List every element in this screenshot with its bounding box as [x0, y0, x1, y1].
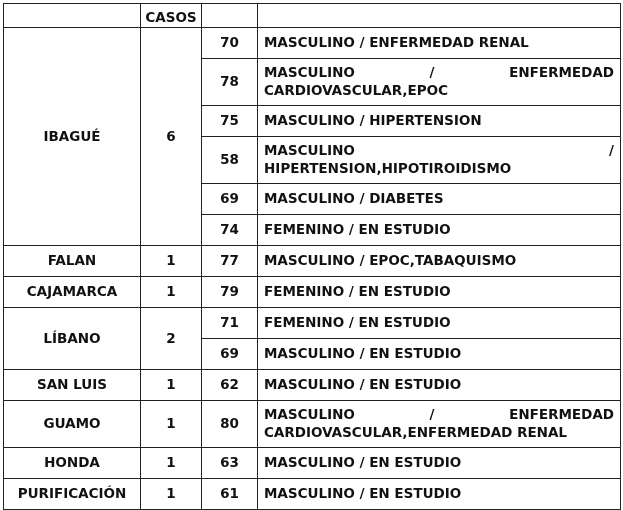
- description-cell: MASCULINO / EPOC,TABAQUISMO: [258, 246, 621, 277]
- description-cell: MASCULINO / HIPERTENSION: [258, 106, 621, 137]
- description-cell: MASCULINO / EN ESTUDIO: [258, 339, 621, 370]
- header-desc: [258, 4, 621, 28]
- age-cell: 69: [202, 184, 258, 215]
- city-cell: FALAN: [4, 246, 141, 277]
- description-cell: FEMENINO / EN ESTUDIO: [258, 215, 621, 246]
- age-cell: 80: [202, 401, 258, 448]
- age-cell: 58: [202, 137, 258, 184]
- city-cell: IBAGUÉ: [4, 28, 141, 246]
- city-cell: CAJAMARCA: [4, 277, 141, 308]
- city-cell: LÍBANO: [4, 308, 141, 370]
- description-cell: FEMENINO / EN ESTUDIO: [258, 308, 621, 339]
- cases-cell: 1: [141, 246, 202, 277]
- cases-cell: 1: [141, 370, 202, 401]
- description-cell: MASCULINO / ENFERMEDAD RENAL: [258, 28, 621, 59]
- cases-cell: 2: [141, 308, 202, 370]
- description-cell: MASCULINO / HIPERTENSION,HIPOTIROIDISMO: [258, 137, 621, 184]
- cases-cell: 6: [141, 28, 202, 246]
- age-cell: 69: [202, 339, 258, 370]
- city-cell: HONDA: [4, 448, 141, 479]
- description-cell: MASCULINO / EN ESTUDIO: [258, 479, 621, 510]
- description-cell: MASCULINO / EN ESTUDIO: [258, 370, 621, 401]
- age-cell: 61: [202, 479, 258, 510]
- age-cell: 79: [202, 277, 258, 308]
- table-row: [4, 448, 621, 479]
- table-row: [4, 246, 621, 277]
- header-cases: CASOS: [141, 4, 202, 28]
- table-row: [4, 277, 621, 308]
- age-cell: 77: [202, 246, 258, 277]
- cases-cell: 1: [141, 479, 202, 510]
- age-cell: 63: [202, 448, 258, 479]
- city-cell: GUAMO: [4, 401, 141, 448]
- age-cell: 74: [202, 215, 258, 246]
- table-row: [4, 479, 621, 510]
- age-cell: 70: [202, 28, 258, 59]
- city-cell: SAN LUIS: [4, 370, 141, 401]
- description-cell: MASCULINO / ENFERMEDAD CARDIOVASCULAR,ENFERMEDAD RENAL: [258, 401, 621, 448]
- header-age: [202, 4, 258, 28]
- cases-cell: 1: [141, 277, 202, 308]
- age-cell: 78: [202, 59, 258, 106]
- description-cell: MASCULINO / EN ESTUDIO: [258, 448, 621, 479]
- description-cell: MASCULINO / ENFERMEDAD CARDIOVASCULAR,EPOC: [258, 59, 621, 106]
- cases-table: [3, 3, 621, 510]
- table-row: [4, 28, 621, 59]
- age-cell: 62: [202, 370, 258, 401]
- table-row: [4, 370, 621, 401]
- table-row: [4, 308, 621, 339]
- description-cell: FEMENINO / EN ESTUDIO: [258, 277, 621, 308]
- cases-cell: 1: [141, 401, 202, 448]
- city-cell: PURIFICACIÓN: [4, 479, 141, 510]
- header-city: [4, 4, 141, 28]
- table-row: [4, 401, 621, 448]
- header-row: [4, 4, 621, 28]
- cases-cell: 1: [141, 448, 202, 479]
- description-cell: MASCULINO / DIABETES: [258, 184, 621, 215]
- age-cell: 71: [202, 308, 258, 339]
- age-cell: 75: [202, 106, 258, 137]
